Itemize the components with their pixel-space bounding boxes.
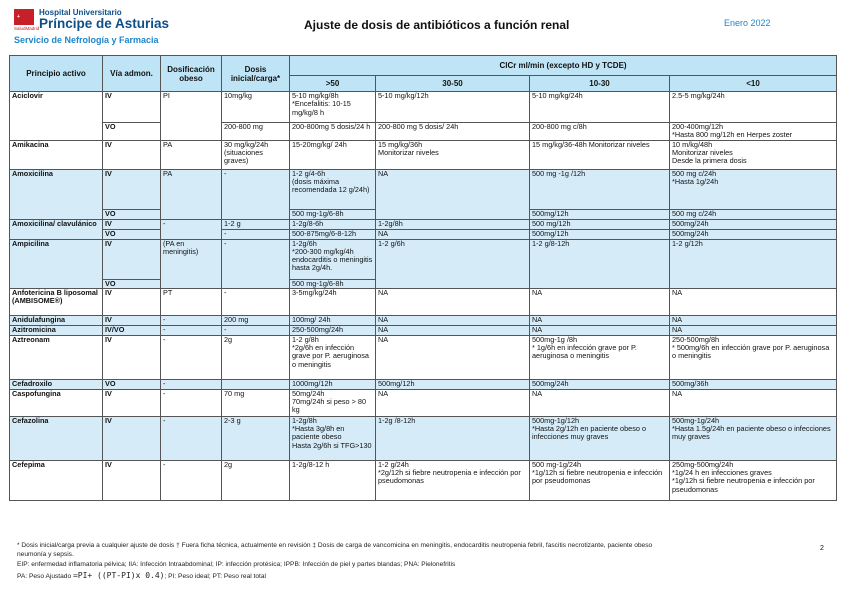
cell-via: IV [103,335,161,379]
cell-obeso: - [161,335,222,379]
cell-clcr-lt10: NA [670,315,837,325]
cell-dosis-inicial: 10mg/kg [222,92,290,123]
cell-clcr-30-50: 1-2g /8-12h [376,416,530,460]
table-row [10,229,837,239]
cell-clcr-lt10: 500mg-1g/24h *Hasta 1.5g/24h en paciente obeso o infecciones muy graves [670,416,837,460]
cell-drug: Amoxicilina [10,169,103,219]
cell-clcr-gt50: 1-2 g/8h *2g/6h en infección grave por P. aeruginosa o meningitis [290,335,376,379]
cell-clcr-gt50: 1000mg/12h [290,379,376,389]
cell-clcr-10-30: 500mg/12h [530,209,670,219]
cell-clcr-10-30: NA [530,389,670,416]
cell-clcr-gt50: 100mg/ 24h [290,315,376,325]
cell-clcr-10-30: 500 mg/12h [530,219,670,229]
cell-via: IV [103,288,161,315]
cell-clcr-10-30: 500mg/12h [530,229,670,239]
footnote-line3: EIP: enfermedad inflamatoria pélvica; IIA: Infección Intraabdominal; IP: infección protésica; IPPB: Infección de piel y partes blandas; PNA: Pielonefritis [17,561,456,568]
cell-clcr-gt50: 50mg/24h 70mg/24h si peso > 80 kg [290,389,376,416]
cell-clcr-30-50: 1-2g/8h [376,219,530,229]
header-clcr-30-50: 30-50 [376,76,530,92]
cell-dosis-inicial: 200-800 mg [222,123,290,141]
cell-via: IV [103,416,161,460]
cell-dosis-inicial: - [222,169,290,219]
header-dosis: Dosis inicial/carga* [222,56,290,92]
cell-clcr-gt50: 15-20mg/kg/ 24h [290,140,376,169]
table-row [10,315,837,325]
footnote-pi-pt: ; PI: Peso ideal; PT: Peso real total [164,573,267,580]
cell-drug: Aciclovir [10,92,103,141]
cell-clcr-gt50: 1-2 g/4-6h (dosis máxima recomendada 12 g/24h) [290,169,376,209]
cell-obeso: PA [161,169,222,219]
cell-clcr-10-30: 500mg/24h [530,379,670,389]
cell-obeso: - [161,325,222,335]
header-clcr-10-30: 10-30 [530,76,670,92]
table-row [10,169,837,209]
cell-obeso: - [161,379,222,389]
footnote-line4 [17,571,266,580]
cell-dosis-inicial: 2g [222,460,290,500]
cell-clcr-10-30: 5-10 mg/kg/24h [530,92,670,123]
footnote-formula: =PI+ ((PT-PI)x 0.4) [72,571,165,580]
cell-obeso: (PA en meningitis) [161,239,222,288]
cell-via: VO [103,379,161,389]
cell-drug: Cefepima [10,460,103,500]
cell-dosis-inicial: 2g [222,335,290,379]
cell-clcr-gt50: 1-2g/6h *200-300 mg/kg/4h endocarditis o meningitis hasta 2g/4h. [290,239,376,279]
cell-via: IV [103,219,161,229]
hospital-logo [14,7,194,33]
cell-clcr-gt50: 5-10 mg/kg/8h *Encefalitis: 10-15 mg/kg/8 h [290,92,376,123]
cell-via: IV [103,239,161,279]
cell-drug: Cefazolina [10,416,103,460]
cell-clcr-lt10: NA [670,288,837,315]
cell-via: IV [103,460,161,500]
cell-clcr-10-30: 500 mg-1g/24h *1g/12h si fiebre neutropenia e infección por pseudomonas [530,460,670,500]
cell-clcr-10-30: NA [530,325,670,335]
cell-dosis-inicial: 1-2 g [222,219,290,229]
cell-clcr-lt10: 500 mg c/24h [670,209,837,219]
header-obeso: Dosificación obeso [161,56,222,92]
cell-obeso: - [161,315,222,325]
cell-dosis-inicial: 2-3 g [222,416,290,460]
footnote-pa: PA: Peso Ajustado [17,573,73,580]
cell-clcr-lt10: 500mg/24h [670,229,837,239]
cell-clcr-30-50: 1-2 g/24h *2g/12h si fiebre neutropenia e infección por pseudomonas [376,460,530,500]
cell-drug: Anidulafungina [10,315,103,325]
cell-obeso: PT [161,288,222,315]
cell-clcr-30-50: 200-800 mg 5 dosis/ 24h [376,123,530,141]
header-clcr-gt50: >50 [290,76,376,92]
cell-clcr-lt10: NA [670,389,837,416]
cell-clcr-30-50: NA [376,288,530,315]
cell-clcr-lt10: 2.5-5 mg/kg/24h [670,92,837,123]
header-clcr-lt10: <10 [670,76,837,92]
table-row [10,288,837,315]
cell-via: IV [103,92,161,123]
cell-clcr-gt50: 500-875mg/6-8-12h [290,229,376,239]
cell-clcr-lt10: 500 mg c/24h *Hasta 1g/24h [670,169,837,209]
header-via: Vía admon. [103,56,161,92]
salud-madrid-logo-mark: + [14,9,34,25]
cell-via: IV [103,389,161,416]
cell-clcr-30-50: NA [376,335,530,379]
cell-obeso: - [161,460,222,500]
cell-clcr-gt50: 3-5mg/kg/24h [290,288,376,315]
cell-clcr-lt10: 10 m/kg/48h Monitorizar niveles Desde la primera dosis [670,140,837,169]
cell-clcr-gt50: 1-2g/8-6h [290,219,376,229]
cell-clcr-gt50: 1-2g/8h *Hasta 3g/8h en paciente obeso Hasta 2g/6h si TFG>130 [290,416,376,460]
cell-drug: Azitromicina [10,325,103,335]
cell-dosis-inicial: - [222,239,290,288]
cell-via: IV [103,169,161,209]
cell-obeso: - [161,416,222,460]
cell-clcr-lt10: 500mg/36h [670,379,837,389]
cell-clcr-30-50: NA [376,229,530,239]
cell-dosis-inicial: - [222,229,290,239]
dosing-table [9,55,837,501]
cell-clcr-10-30: NA [530,315,670,325]
table-row [10,123,837,141]
cell-clcr-lt10: 250mg-500mg/24h *1g/24 h en infecciones graves *1g/12h si fiebre neutropenia e infección por pseudomonas [670,460,837,500]
table-row [10,239,837,279]
cell-clcr-lt10: 250-500mg/8h * 500mg/6h en infección grave por P. aeruginosa o meningitis [670,335,837,379]
cell-dosis-inicial: 30 mg/kg/24h (situaciones graves) [222,140,290,169]
cell-via: IV [103,140,161,169]
cell-dosis-inicial: - [222,325,290,335]
table-body [10,92,837,501]
cell-drug: Caspofungina [10,389,103,416]
table-row [10,416,837,460]
cell-clcr-10-30: 500 mg -1g /12h [530,169,670,209]
cell-dosis-inicial: 70 mg [222,389,290,416]
cell-clcr-30-50: NA [376,389,530,416]
cell-clcr-10-30: 500mg-1g/12h *Hasta 2g/12h en paciente obeso o infecciones muy graves [530,416,670,460]
cell-clcr-30-50: NA [376,169,530,219]
table-row [10,219,837,229]
page-number: 2 [820,545,824,552]
document-date: Enero 2022 [724,18,771,28]
cell-clcr-30-50: 1-2 g/6h [376,239,530,288]
table-row [10,335,837,379]
cell-clcr-10-30: 15 mg/kg/36-48h Monitorizar niveles [530,140,670,169]
cell-drug: Amoxicilina/ clavulánico [10,219,103,239]
cell-dosis-inicial: 200 mg [222,315,290,325]
header-principio: Principio activo [10,56,103,92]
table-row [10,325,837,335]
logo-line2: Príncipe de Asturias [39,16,170,31]
page-title: Ajuste de dosis de antibióticos a función renal [304,18,570,32]
cell-via: VO [103,209,161,219]
logo-mark-text: SaludMadrid [14,26,40,31]
cell-clcr-gt50: 500 mg-1g/6-8h [290,209,376,219]
cell-clcr-30-50: 15 mg/kg/36h Monitorizar niveles [376,140,530,169]
cell-clcr-gt50: 1-2g/8-12 h [290,460,376,500]
cell-dosis-inicial: - [222,288,290,315]
cell-clcr-30-50: NA [376,325,530,335]
header-clcr: ClCr ml/min (excepto HD y TCDE) [290,56,837,76]
cell-clcr-10-30: NA [530,288,670,315]
table-row [10,460,837,500]
table-row [10,92,837,123]
cell-clcr-gt50: 500 mg-1g/6-8h [290,279,376,288]
cell-drug: Cefadroxilo [10,379,103,389]
cell-drug: Aztreonam [10,335,103,379]
cell-clcr-10-30: 1-2 g/8-12h [530,239,670,288]
footnote-line1: * Dosis inicial/carga previa a cualquier ajuste de dosis † Fuera ficha técnica, actualmente en revisión ‡ Dosis de carga de vancomicina en meningitis, endocarditis neutropenia febril, fascitis necrotizante, paciente obeso [17,542,653,549]
cell-clcr-lt10: 200-400mg/12h *Hasta 800 mg/12h en Herpes zoster [670,123,837,141]
cell-via: VO [103,123,161,141]
cell-via: VO [103,279,161,288]
cell-drug: Amikacina [10,140,103,169]
cell-clcr-30-50: NA [376,315,530,325]
table-row [10,379,837,389]
table-row [10,140,837,169]
footnote-line2: neumonía y sepsis. [17,551,74,558]
cell-clcr-gt50: 250-500mg/24h [290,325,376,335]
cell-clcr-lt10: 500mg/24h [670,219,837,229]
cell-obeso: PA [161,140,222,169]
table-row [10,389,837,416]
cell-obeso: - [161,389,222,416]
cell-via: VO [103,229,161,239]
logo-line1: Hospital Universitario [39,8,122,17]
cell-clcr-30-50: 5-10 mg/kg/12h [376,92,530,123]
cell-dosis-inicial [222,379,290,389]
cell-clcr-10-30: 500mg-1g /8h * 1g/6h en infección grave por P. aeruginosa o meningitis [530,335,670,379]
cell-clcr-lt10: NA [670,325,837,335]
cell-obeso: PI [161,92,222,141]
cell-clcr-10-30: 200-800 mg c/8h [530,123,670,141]
cell-via: IV/VO [103,325,161,335]
cell-drug: Ampicilina [10,239,103,288]
cell-clcr-30-50: 500mg/12h [376,379,530,389]
cell-clcr-gt50: 200-800mg 5 dosis/24 h [290,123,376,141]
cell-via: IV [103,315,161,325]
service-name: Servicio de Nefrología y Farmacia [14,35,159,45]
cell-obeso: - [161,219,222,239]
cell-drug: Anfotericina B liposomal (AMBISOME®) [10,288,103,315]
cell-clcr-lt10: 1-2 g/12h [670,239,837,288]
